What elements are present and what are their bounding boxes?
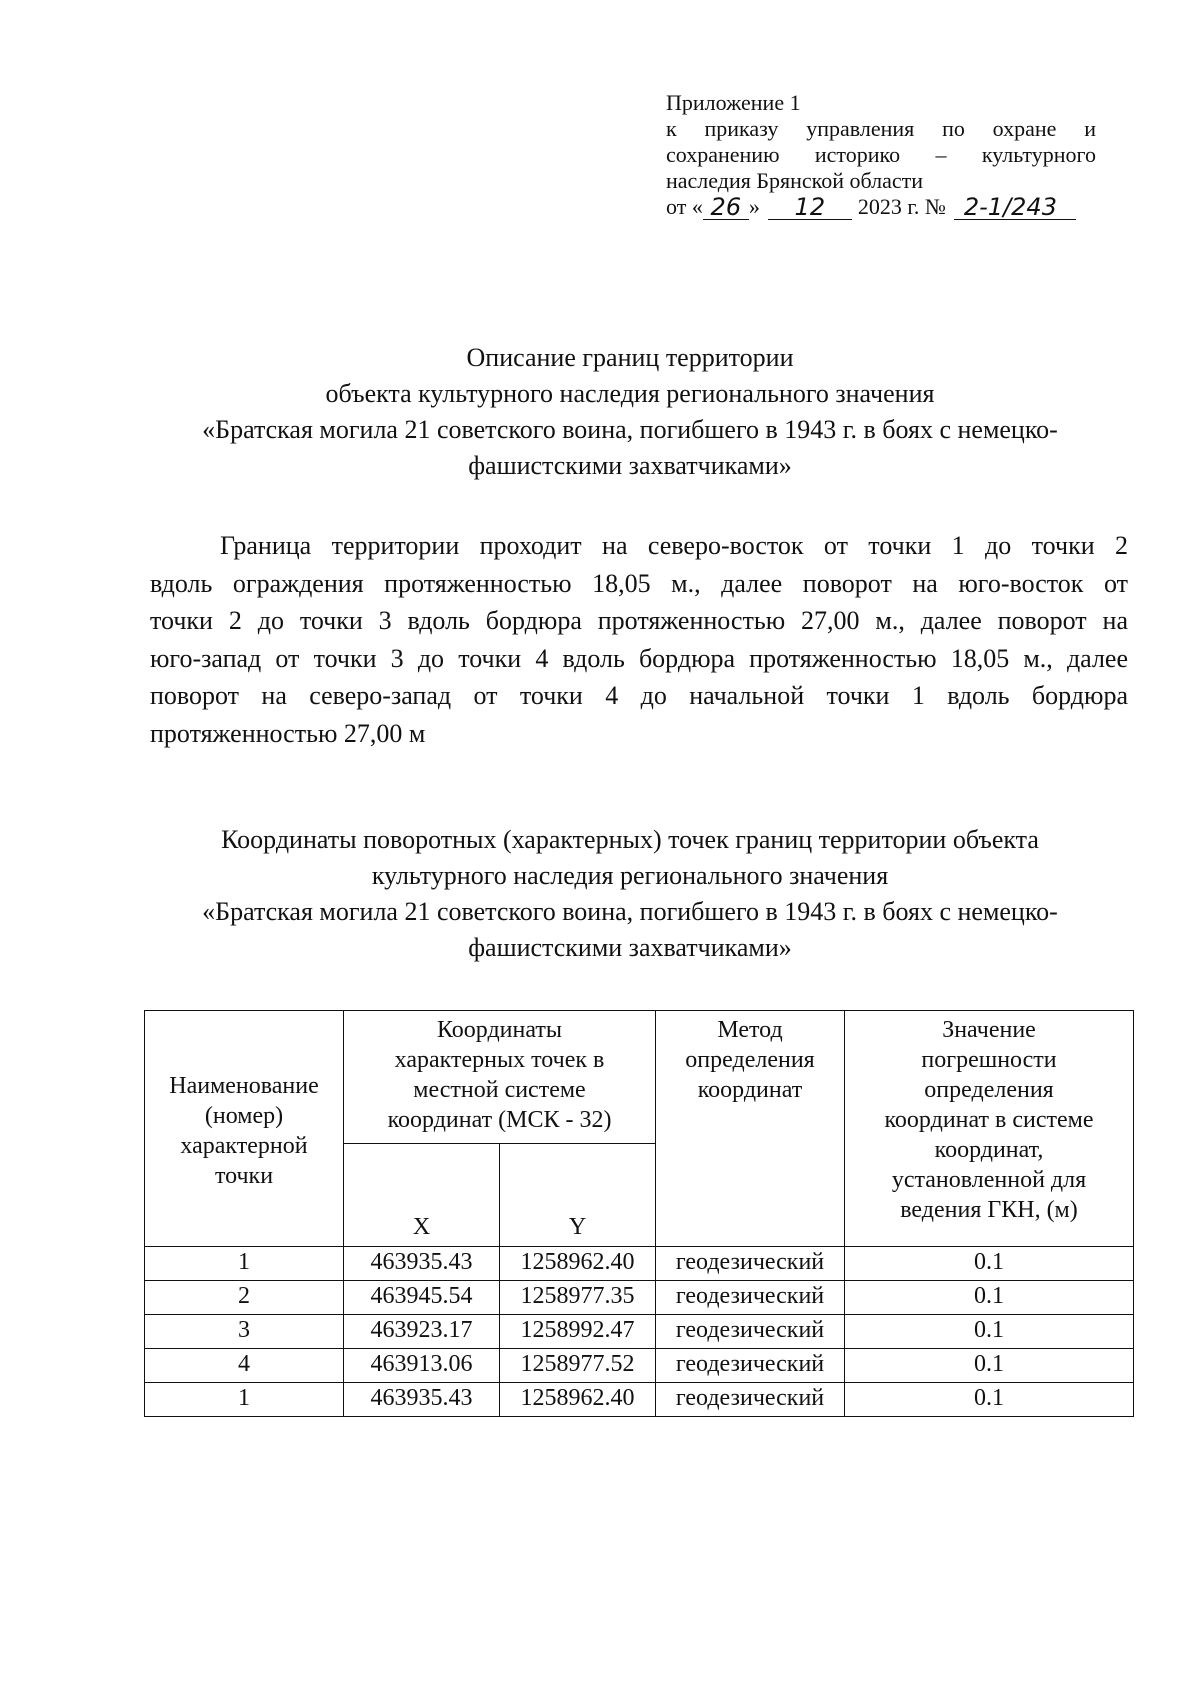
header-text: координат, [934, 1137, 1044, 1163]
table-row [145, 1349, 1134, 1383]
paragraph-line: точки 2 до точки 3 вдоль бордюра протяженностью 27,00 м., далее поворот на [150, 606, 1128, 635]
order-date-line [666, 194, 1096, 220]
cell-accuracy: 0.1 [845, 1247, 1134, 1281]
cell-method: геодезический [656, 1281, 845, 1315]
table-row [145, 1247, 1134, 1281]
cell-accuracy: 0.1 [845, 1349, 1134, 1383]
cell-y: 1258962.40 [500, 1247, 656, 1281]
header-text: точки [214, 1162, 274, 1189]
cell-accuracy: 0.1 [845, 1383, 1134, 1417]
header-text: ведения ГКН, (м) [900, 1197, 1078, 1223]
table-row [145, 1281, 1134, 1315]
table-row [145, 1383, 1134, 1417]
header-text: характерной [180, 1132, 308, 1159]
date-year: 2023 г. № [857, 194, 946, 219]
cell-y: 1258992.47 [500, 1315, 656, 1349]
cell-point: 3 [145, 1315, 344, 1349]
cell-point: 1 [145, 1383, 344, 1417]
appendix-order-line: наследия Брянской области [666, 168, 924, 193]
header-method [656, 1011, 845, 1247]
cell-point: 4 [145, 1349, 344, 1383]
paragraph-line: протяженностью 27,00 м [150, 718, 426, 748]
title-line: фашистскими захватчиками» [468, 451, 792, 480]
cell-y: 1258977.35 [500, 1281, 656, 1315]
cell-y: 1258962.40 [500, 1383, 656, 1417]
header-text: местной системе [413, 1077, 586, 1103]
appendix-order-line: сохранению историко – культурного [666, 142, 1096, 167]
header-text: Метод [717, 1017, 783, 1043]
title-line: «Братская могила 21 советского воина, погибшего в 1943 г. в боях с немецко- [202, 415, 1058, 444]
header-text: (номер) [204, 1102, 284, 1129]
title-line: Описание границ территории [466, 343, 794, 372]
date-mid: » [748, 194, 760, 219]
header-point-name [145, 1011, 344, 1247]
boundary-description-title [130, 340, 1130, 484]
coordinates-table [144, 1010, 1134, 1417]
paragraph-line: Граница территории проходит на северо-восток от точки 1 до точки 2 [220, 531, 1128, 560]
paragraph-line: вдоль ограждения протяженностью 18,05 м., далее поворот на юго-восток от [150, 568, 1128, 598]
cell-method: геодезический [656, 1315, 845, 1349]
cell-method: геодезический [656, 1349, 845, 1383]
table-header-row [145, 1011, 1134, 1144]
title-line: «Братская могила 21 советского воина, погибшего в 1943 г. в боях с немецко- [202, 897, 1058, 926]
header-coordinates [344, 1011, 656, 1144]
paragraph-line: юго-запад от точки 3 до точки 4 вдоль бордюра протяженностью 18,05 м., далее [150, 643, 1128, 673]
title-line: Координаты поворотных (характерных) точек границ территории объекта [221, 825, 1039, 854]
cell-accuracy: 0.1 [845, 1315, 1134, 1349]
cell-point: 2 [145, 1281, 344, 1315]
header-text: координат [697, 1077, 803, 1103]
title-line: фашистскими захватчиками» [468, 933, 792, 962]
cell-x: 463935.43 [344, 1247, 500, 1281]
handwritten-order-number: 2-1/243 [954, 195, 1076, 220]
paragraph-line: поворот на северо-запад от точки 4 до начальной точки 1 вдоль бордюра [150, 681, 1128, 710]
cell-point: 1 [145, 1247, 344, 1281]
table-row [145, 1315, 1134, 1349]
header-text: определения [924, 1077, 1054, 1103]
header-text: погрешности [921, 1047, 1057, 1073]
appendix-title: Приложение 1 [666, 90, 801, 115]
cell-x: 463923.17 [344, 1315, 500, 1349]
header-x: X [344, 1144, 500, 1247]
title-line: объекта культурного наследия регионального значения [325, 379, 935, 408]
appendix-order-line: к приказу управления по охране и [666, 116, 1096, 141]
header-text: определения [685, 1047, 815, 1073]
cell-x: 463945.54 [344, 1281, 500, 1315]
header-text: установленной для [891, 1167, 1087, 1193]
header-text: Координаты [436, 1017, 563, 1043]
title-line: культурного наследия регионального значения [371, 861, 889, 890]
handwritten-day: 26 [703, 195, 749, 220]
header-y: Y [500, 1144, 656, 1247]
cell-y: 1258977.52 [500, 1349, 656, 1383]
header-accuracy [845, 1011, 1134, 1247]
appendix-block [666, 90, 1096, 220]
cell-method: геодезический [656, 1383, 845, 1417]
cell-x: 463935.43 [344, 1383, 500, 1417]
header-text: координат в системе [884, 1107, 1094, 1133]
header-text: Значение [942, 1017, 1036, 1043]
handwritten-month: 12 [768, 195, 852, 220]
boundary-description-paragraph [150, 527, 1128, 752]
cell-x: 463913.06 [344, 1349, 500, 1383]
header-text: характерных точек в [394, 1047, 605, 1073]
cell-method: геодезический [656, 1247, 845, 1281]
cell-accuracy: 0.1 [845, 1281, 1134, 1315]
date-prefix: от « [666, 194, 703, 219]
coordinates-title [130, 822, 1130, 966]
header-text: координат (МСК - 32) [387, 1107, 612, 1133]
header-text: Наименование [169, 1072, 319, 1099]
